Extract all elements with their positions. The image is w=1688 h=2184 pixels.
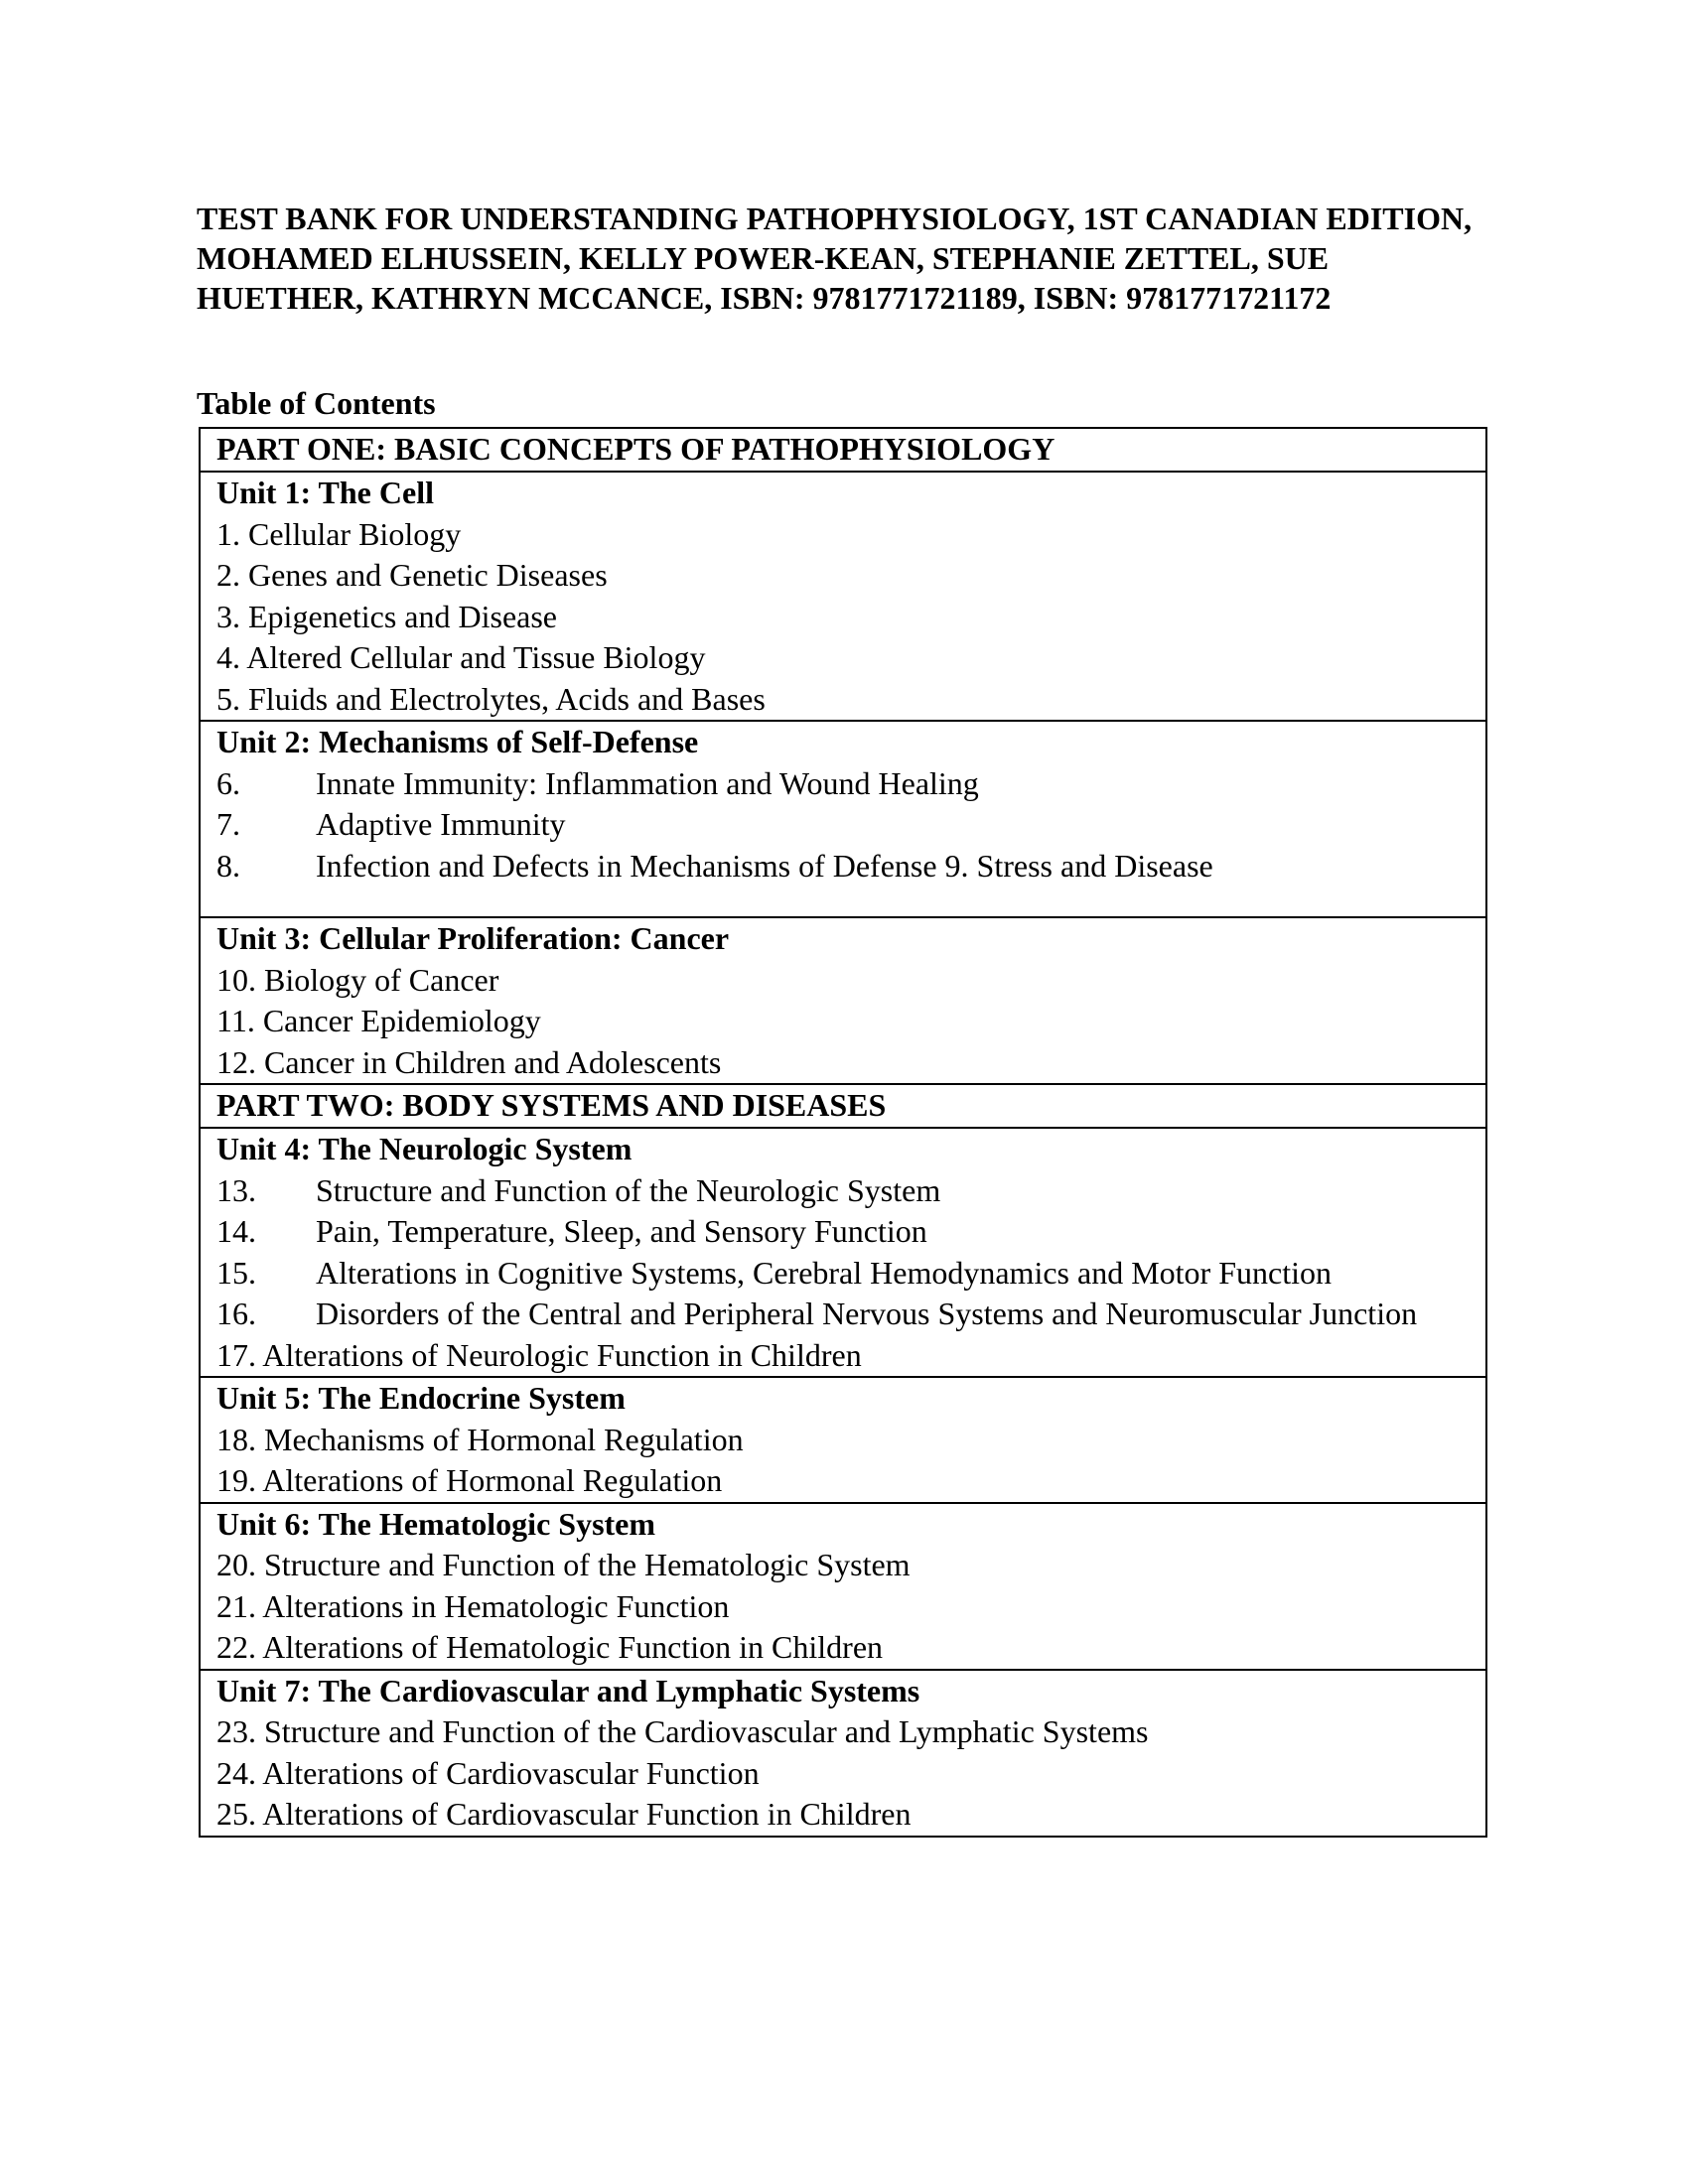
toc-unit-row [200, 917, 1486, 1084]
unit-1-title: Unit 1: The Cell [216, 475, 434, 510]
chapter-entry [216, 846, 1470, 887]
chapter-entry: 22. Alterations of Hematologic Function in Children [216, 1629, 884, 1665]
toc-table [199, 427, 1487, 1838]
chapter-number: 14. [216, 1213, 256, 1249]
chapter-number: 16. [216, 1296, 256, 1331]
chapter-entry: 25. Alterations of Cardiovascular Function in Children [216, 1796, 912, 1832]
chapter-entry: 5. Fluids and Electrolytes, Acids and Bases [216, 680, 766, 717]
chapter-title: Alterations in Cognitive Systems, Cerebral Hemodynamics and Motor Function [316, 1254, 1332, 1291]
chapter-entry: 18. Mechanisms of Hormonal Regulation [216, 1421, 744, 1457]
unit-6-cell [200, 1503, 1486, 1670]
toc-unit-row [200, 1670, 1486, 1837]
document-title: TEST BANK FOR UNDERSTANDING PATHOPHYSIOLOGY, 1ST CANADIAN EDITION, MOHAMED ELHUSSEIN, KELLY POWER-KEAN, STEPHANIE ZETTEL, SUE HUETHER, KATHRYN MCCANCE, ISBN: 9781771721189, ISBN: 9781771721172 [197, 201, 1473, 316]
chapter-entry: 19. Alterations of Hormonal Regulation [216, 1462, 723, 1498]
chapter-entry: 3. Epigenetics and Disease [216, 598, 557, 634]
unit-2-title: Unit 2: Mechanisms of Self-Defense [216, 724, 699, 759]
toc-heading: Table of Contents [197, 385, 436, 421]
unit-3-cell [200, 917, 1486, 1084]
chapter-entry: 2. Genes and Genetic Diseases [216, 557, 608, 593]
toc-unit-row [200, 721, 1486, 917]
chapter-title: Innate Immunity: Inflammation and Wound Healing [316, 764, 979, 801]
chapter-title: Pain, Temperature, Sleep, and Sensory Function [316, 1213, 927, 1249]
part-one-title: PART ONE: BASIC CONCEPTS OF PATHOPHYSIOLOGY [200, 428, 1486, 472]
chapter-entry: 11. Cancer Epidemiology [216, 1003, 541, 1038]
toc-unit-row [200, 1377, 1486, 1503]
chapter-number: 13. [216, 1171, 256, 1208]
chapter-title: Adaptive Immunity [316, 806, 566, 842]
unit-3-title: Unit 3: Cellular Proliferation: Cancer [216, 920, 730, 956]
unit-4-title: Unit 4: The Neurologic System [216, 1131, 633, 1166]
toc-unit-row [200, 1128, 1486, 1377]
chapter-entry: 10. Biology of Cancer [216, 961, 499, 998]
chapter-title: Infection and Defects in Mechanisms of Defense 9. Stress and Disease [316, 847, 1213, 884]
chapter-entry: 21. Alterations in Hematologic Function [216, 1587, 730, 1624]
unit-5-cell [200, 1377, 1486, 1503]
chapter-title: Structure and Function of the Neurologic System [316, 1171, 941, 1208]
chapter-entry: 4. Altered Cellular and Tissue Biology [216, 639, 706, 675]
chapter-entry: 1. Cellular Biology [216, 515, 462, 552]
toc-part-row [200, 1084, 1486, 1128]
unit-2-cell [200, 721, 1486, 917]
unit-7-title: Unit 7: The Cardiovascular and Lymphatic Systems [216, 1672, 920, 1708]
toc-part-row [200, 428, 1486, 472]
unit-7-cell [200, 1670, 1486, 1837]
chapter-entry: 17. Alterations of Neurologic Function in Children [216, 1336, 862, 1373]
chapter-entry: 12. Cancer in Children and Adolescents [216, 1043, 722, 1080]
unit-1-cell [200, 472, 1486, 721]
chapter-entry [216, 763, 1470, 805]
chapter-number: 7. [216, 806, 240, 842]
toc-unit-row [200, 472, 1486, 721]
chapter-number: 8. [216, 847, 240, 884]
chapter-number: 15. [216, 1254, 256, 1291]
chapter-entry [216, 1170, 1470, 1212]
chapter-title: Disorders of the Central and Peripheral Nervous Systems and Neuromuscular Junction [316, 1296, 1418, 1331]
chapter-entry: 20. Structure and Function of the Hematologic System [216, 1547, 911, 1582]
chapter-entry [216, 1253, 1470, 1295]
unit-4-cell [200, 1128, 1486, 1377]
unit-6-title: Unit 6: The Hematologic System [216, 1505, 656, 1542]
toc-unit-row [200, 1503, 1486, 1670]
chapter-entry [216, 1294, 1470, 1335]
chapter-entry: 23. Structure and Function of the Cardiovascular and Lymphatic Systems [216, 1713, 1149, 1749]
unit-5-title: Unit 5: The Endocrine System [216, 1380, 626, 1416]
chapter-entry: 24. Alterations of Cardiovascular Function [216, 1754, 760, 1791]
part-two-title: PART TWO: BODY SYSTEMS AND DISEASES [200, 1084, 1486, 1128]
chapter-entry [216, 1211, 1470, 1253]
chapter-entry [216, 804, 1470, 846]
chapter-number: 6. [216, 764, 240, 801]
